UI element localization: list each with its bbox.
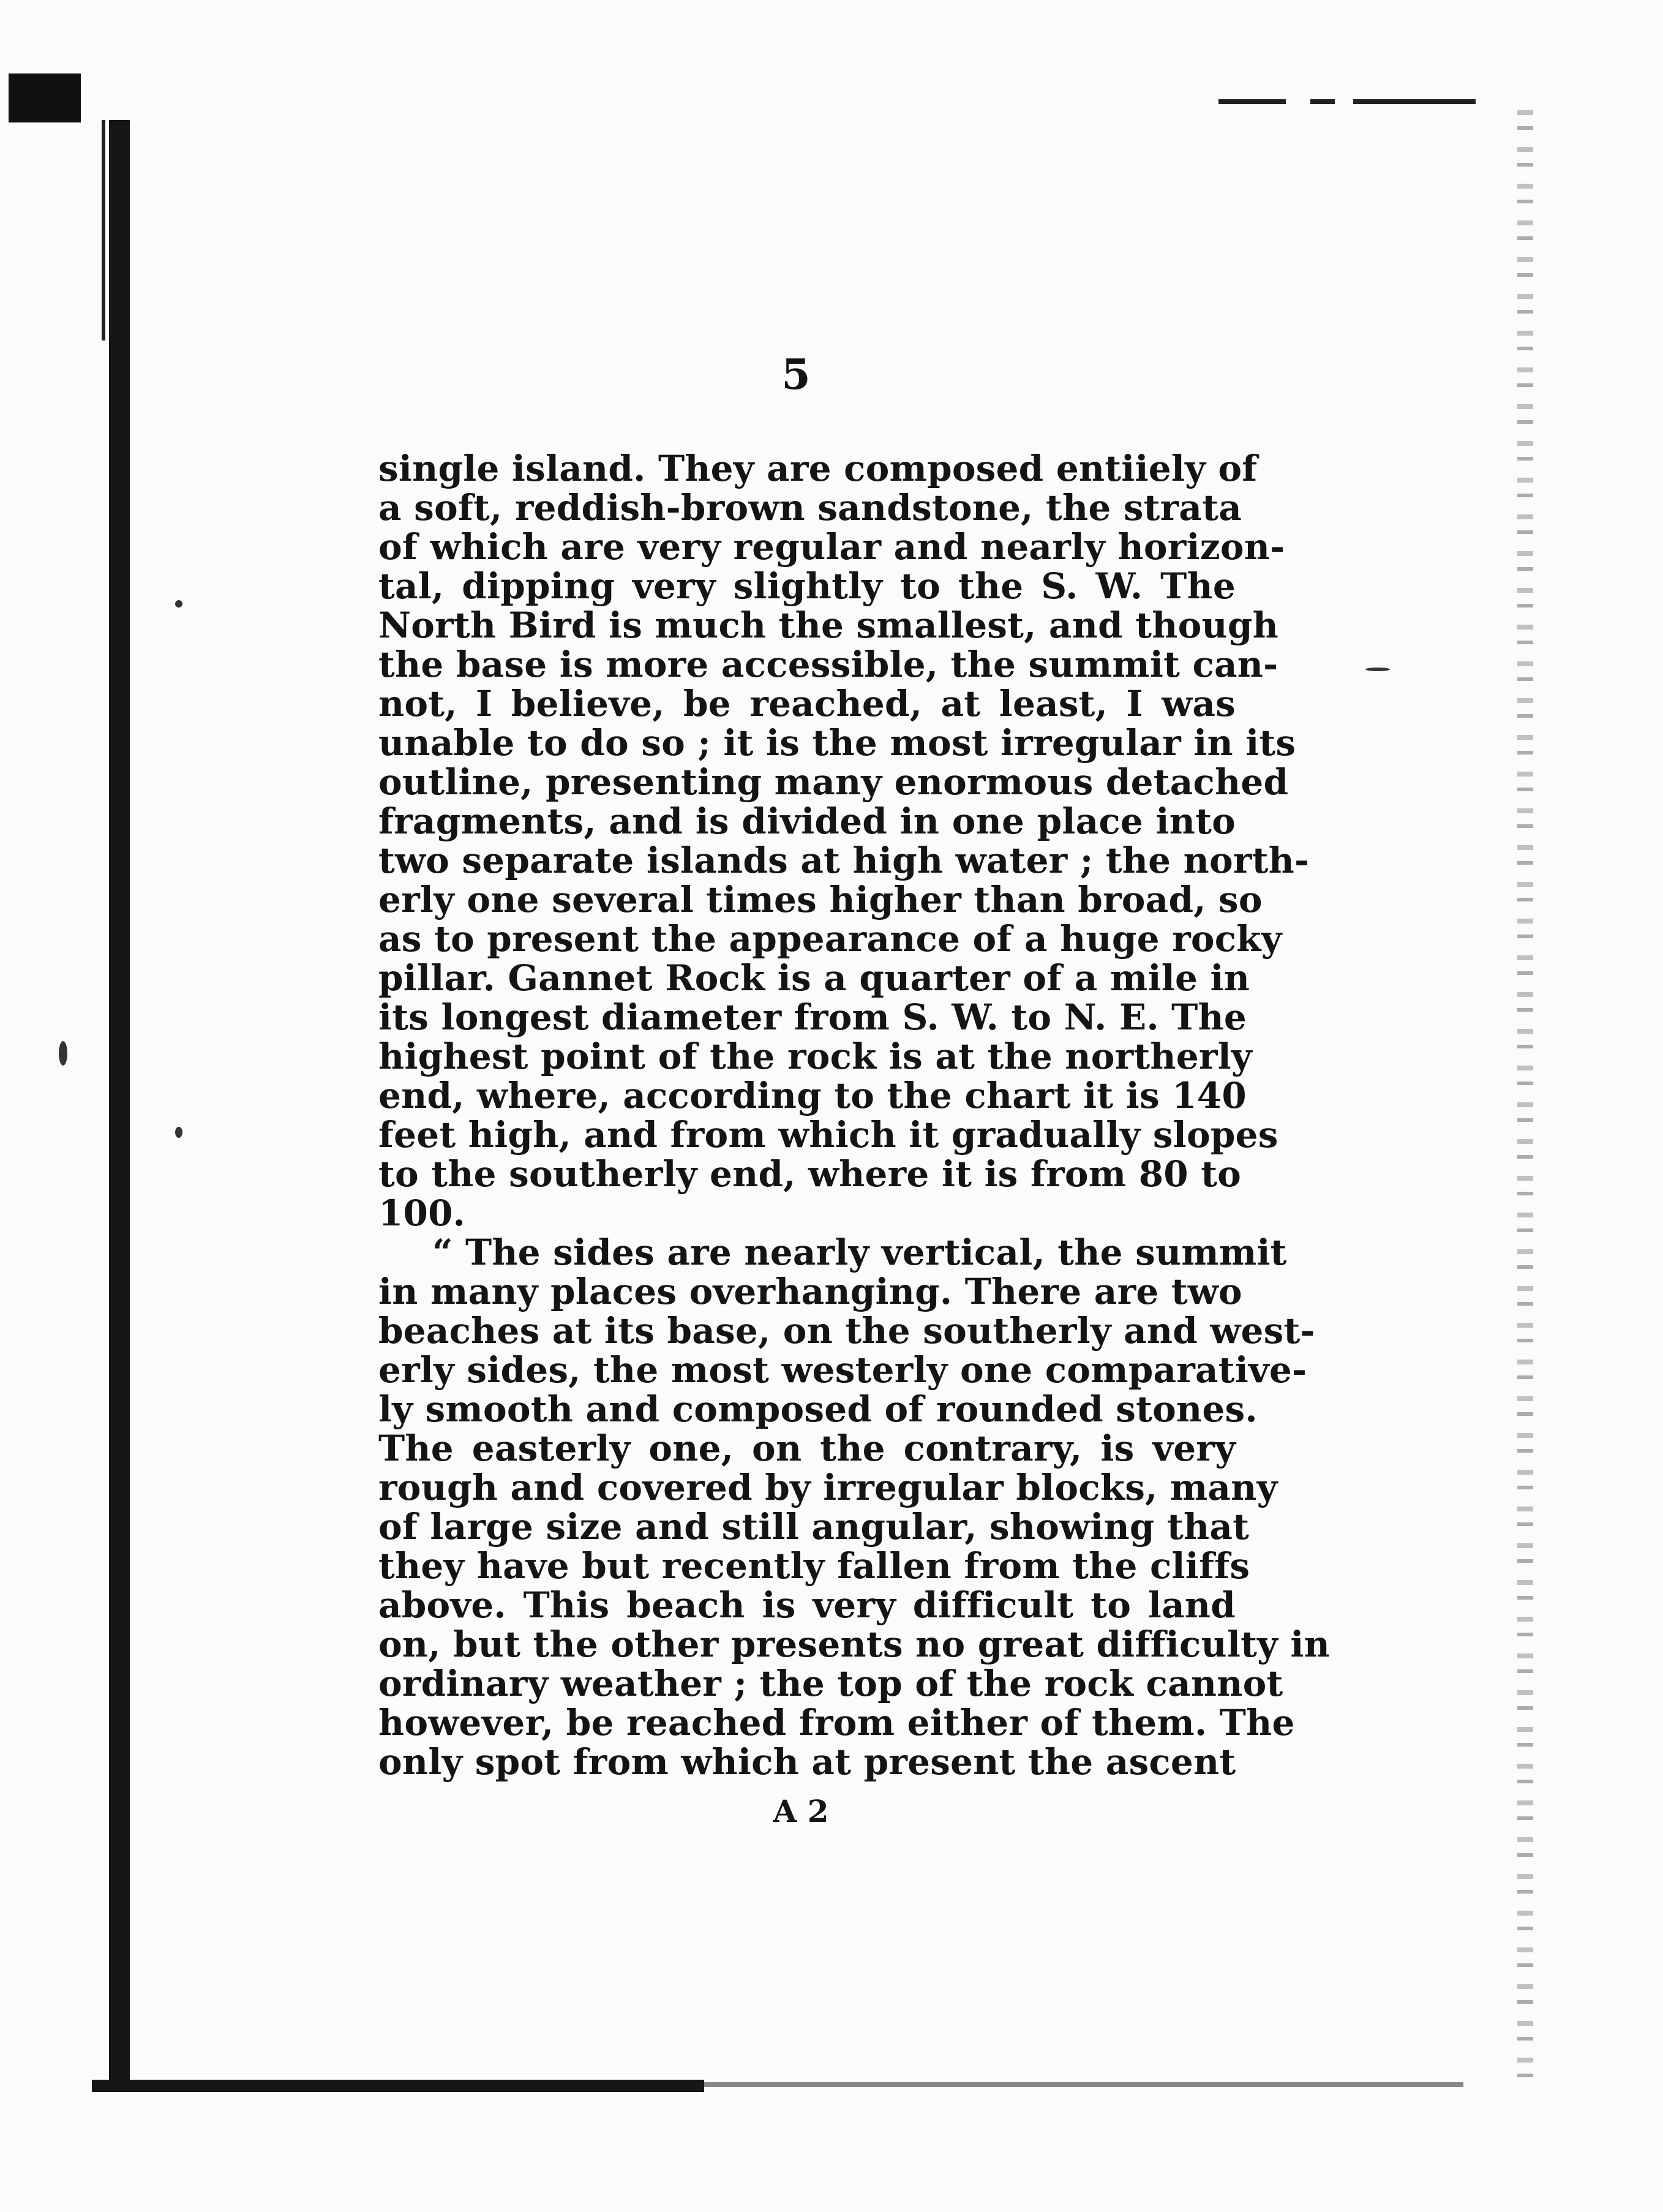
signature-mark: A 2 — [773, 1793, 829, 1829]
scan-speck — [175, 1127, 182, 1138]
top-edge-dash — [1353, 99, 1476, 104]
text-line: The easterly one, on the contrary, is very — [378, 1428, 1236, 1469]
scan-speck — [1365, 668, 1390, 671]
text-line: however, be reached from either of them. The — [378, 1702, 1295, 1744]
body-text — [378, 448, 1331, 1783]
text-line: ordinary weather ; the top of the rock cannot — [378, 1663, 1283, 1704]
text-line: 100. — [378, 1192, 466, 1234]
text-line: above. This beach is very difficult to land — [378, 1584, 1236, 1626]
text-line: outline, presenting many enormous detached — [378, 761, 1289, 803]
text-line: a soft, reddish-brown sandstone, the strata — [378, 487, 1242, 529]
text-line: highest point of the rock is at the northerly — [378, 1036, 1252, 1077]
binding-edge-thin — [102, 120, 105, 340]
text-line: they have but recently fallen from the cliffs — [378, 1545, 1250, 1587]
text-line: “ The sides are nearly vertical, the summit — [432, 1232, 1287, 1273]
text-line: as to present the appearance of a huge rocky — [378, 918, 1282, 960]
text-line: not, I believe, be reached, at least, I was — [378, 683, 1236, 724]
text-line: its longest diameter from S. W. to N. E. The — [378, 996, 1247, 1038]
text-line: in many places overhanging. There are two — [378, 1271, 1242, 1312]
text-line: beaches at its base, on the southerly and west- — [378, 1310, 1315, 1352]
right-edge-noise — [1517, 110, 1533, 2082]
binding-corner-mark — [9, 73, 81, 122]
text-line: of which are very regular and nearly horizon- — [378, 526, 1285, 568]
text-line: erly one several times higher than broad, so — [378, 879, 1263, 920]
text-line: of large size and still angular, showing that — [378, 1506, 1250, 1548]
scan-speck — [59, 1041, 67, 1066]
text-line: the base is more accessible, the summit can- — [378, 644, 1278, 685]
text-line: North Bird is much the smallest, and though — [378, 604, 1278, 646]
scan-speck — [175, 600, 182, 608]
text-line: only spot from which at present the ascent — [378, 1741, 1236, 1783]
binding-edge — [109, 120, 130, 2086]
bottom-edge-faint — [704, 2082, 1463, 2087]
text-line: single island. They are composed entiiely of — [378, 448, 1258, 489]
text-line: fragments, and is divided in one place into — [378, 800, 1236, 842]
text-line: feet high, and from which it gradually slopes — [378, 1114, 1278, 1156]
text-line: end, where, according to the chart it is 140 — [378, 1075, 1247, 1116]
page-number: 5 — [781, 350, 811, 399]
text-line: erly sides, the most westerly one comparative- — [378, 1349, 1307, 1391]
top-edge-dash — [1218, 99, 1286, 104]
bottom-edge — [92, 2080, 704, 2092]
text-line: ly smooth and composed of rounded stones. — [378, 1388, 1258, 1430]
text-line: to the southerly end, where it is from 80 to — [378, 1153, 1242, 1195]
top-edge-dash — [1310, 99, 1335, 104]
text-line: rough and covered by irregular blocks, many — [378, 1467, 1278, 1508]
text-line: unable to do so ; it is the most irregular in its — [378, 722, 1296, 764]
text-line: tal, dipping very slightly to the S. W. The — [378, 565, 1236, 607]
text-line: on, but the other presents no great difficulty in — [378, 1623, 1331, 1665]
text-line: pillar. Gannet Rock is a quarter of a mile in — [378, 957, 1250, 999]
text-line: two separate islands at high water ; the north- — [378, 840, 1310, 881]
